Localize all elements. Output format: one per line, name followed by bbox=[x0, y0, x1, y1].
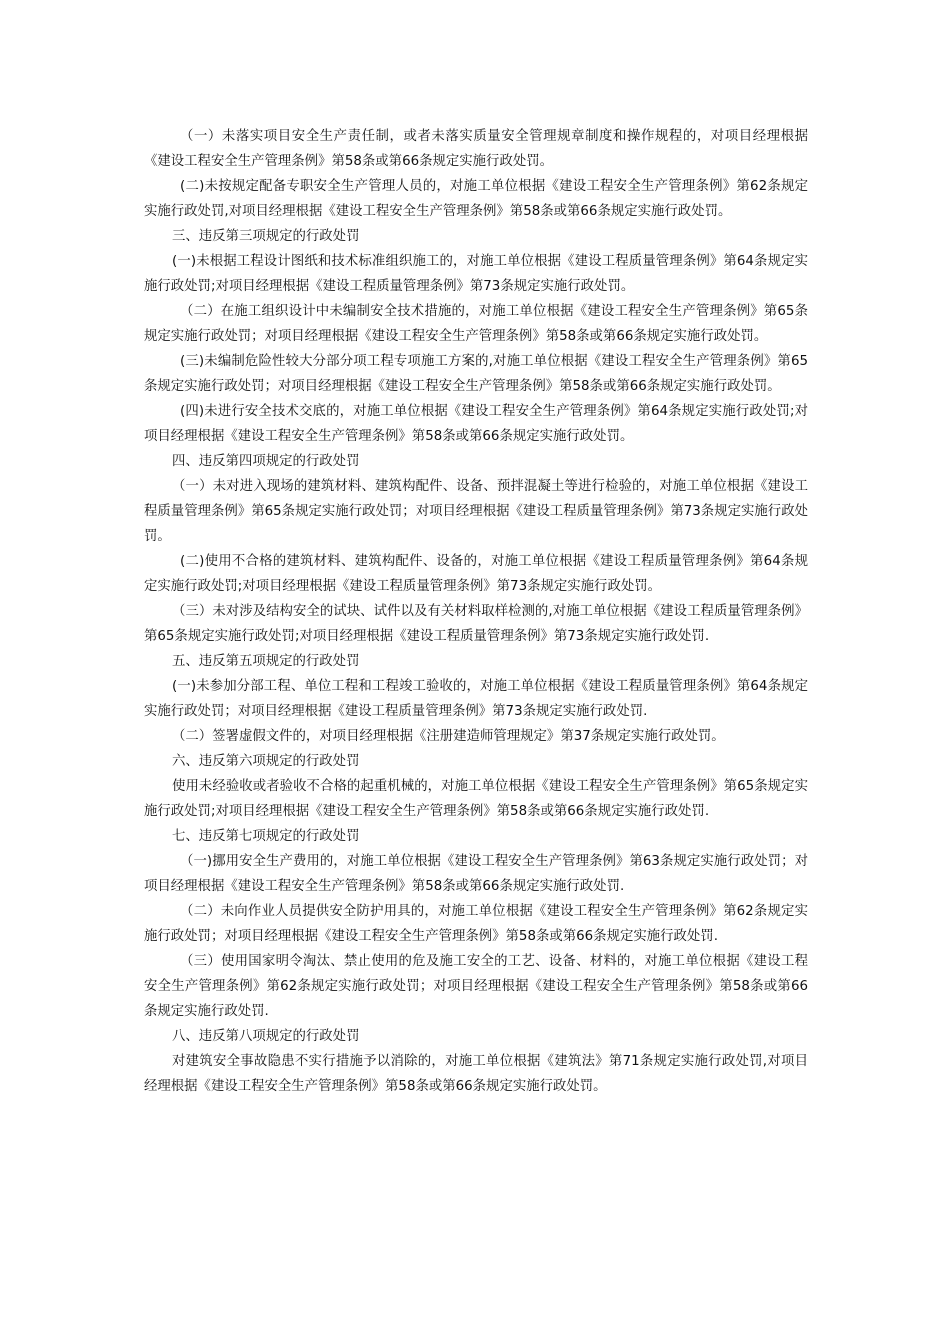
section-heading-5: 五、违反第五项规定的行政处罚 bbox=[172, 654, 360, 669]
paragraph-3-2: （二）在施工组织设计中未编制安全技术措施的，对施工单位根据《建设工程安全生产管理条例》第65条规定实施行政处罚；对项目经理根据《建设工程安全生产管理条例》第58条或第66条规定实施行政处罚。 bbox=[144, 304, 808, 344]
paragraph-4-3: （三）未对涉及结构安全的试块、试件以及有关材料取样检测的,对施工单位根据《建设工程质量管理条例》第65条规定实施行政处罚;对项目经理根据《建设工程质量管理条例》第73条规定实施行政处罚. bbox=[144, 604, 808, 644]
paragraph-7-3: （三）使用国家明令淘汰、禁止使用的危及施工安全的工艺、设备、材料的，对施工单位根据《建设工程安全生产管理条例》第62条规定实施行政处罚；对项目经理根据《建设工程安全生产管理条例》第58条或第66条规定实施行政处罚. bbox=[144, 954, 808, 1019]
section-heading-6: 六、违反第六项规定的行政处罚 bbox=[172, 754, 360, 769]
paragraph-5-1: (一)未参加分部工程、单位工程和工程竣工验收的，对施工单位根据《建设工程质量管理条例》第64条规定实施行政处罚；对项目经理根据《建设工程质量管理条例》第73条规定实施行政处罚. bbox=[144, 679, 808, 719]
paragraph-4-1: （一）未对进入现场的建筑材料、建筑构配件、设备、预拌混凝土等进行检验的，对施工单位根据《建设工程质量管理条例》第65条规定实施行政处罚；对项目经理根据《建设工程质量管理条例》第73条规定实施行政处罚。 bbox=[144, 479, 808, 544]
paragraph-3-4: (四)未进行安全技术交底的，对施工单位根据《建设工程安全生产管理条例》第64条规定实施行政处罚;对项目经理根据《建设工程安全生产管理条例》第58条或第66条规定实施行政处罚。 bbox=[144, 404, 808, 444]
document-body bbox=[144, 124, 808, 1099]
paragraph-3-3: (三)未编制危险性较大分部分项工程专项施工方案的,对施工单位根据《建设工程安全生产管理条例》第65条规定实施行政处罚；对项目经理根据《建设工程安全生产管理条例》第58条或第66条规定实施行政处罚。 bbox=[144, 354, 808, 394]
paragraph-1: （一）未落实项目安全生产责任制，或者未落实质量安全管理规章制度和操作规程的，对项目经理根据《建设工程安全生产管理条例》第58条或第66条规定实施行政处罚。 bbox=[144, 129, 808, 169]
paragraph-8-1: 对建筑安全事故隐患不实行措施予以消除的，对施工单位根据《建筑法》第71条规定实施行政处罚,对项目经理根据《建设工程安全生产管理条例》第58条或第66条规定实施行政处罚。 bbox=[144, 1054, 808, 1094]
section-heading-8: 八、违反第八项规定的行政处罚 bbox=[172, 1029, 360, 1044]
paragraph-3-1: (一)未根据工程设计图纸和技术标准组织施工的，对施工单位根据《建设工程质量管理条例》第64条规定实施行政处罚;对项目经理根据《建设工程质量管理条例》第73条规定实施行政处罚。 bbox=[144, 254, 808, 294]
section-heading-4: 四、违反第四项规定的行政处罚 bbox=[172, 454, 360, 469]
paragraph-7-1: （一)挪用安全生产费用的，对施工单位根据《建设工程安全生产管理条例》第63条规定实施行政处罚；对项目经理根据《建设工程安全生产管理条例》第58条或第66条规定实施行政处罚. bbox=[144, 854, 808, 894]
paragraph-5-2: （二）签署虚假文件的，对项目经理根据《注册建造师管理规定》第37条规定实施行政处罚。 bbox=[172, 729, 725, 744]
section-heading-3: 三、违反第三项规定的行政处罚 bbox=[172, 229, 360, 244]
paragraph-4-2: (二)使用不合格的建筑材料、建筑构配件、设备的，对施工单位根据《建设工程质量管理条例》第64条规定实施行政处罚;对项目经理根据《建设工程质量管理条例》第73条规定实施行政处罚。 bbox=[144, 554, 808, 594]
section-heading-7: 七、违反第七项规定的行政处罚 bbox=[172, 829, 360, 844]
paragraph-7-2: （二）未向作业人员提供安全防护用具的，对施工单位根据《建设工程安全生产管理条例》第62条规定实施行政处罚；对项目经理根据《建设工程安全生产管理条例》第58条或第66条规定实施行政处罚. bbox=[144, 904, 808, 944]
paragraph-2: (二)未按规定配备专职安全生产管理人员的，对施工单位根据《建设工程安全生产管理条例》第62条规定实施行政处罚,对项目经理根据《建设工程安全生产管理条例》第58条或第66条规定实施行政处罚。 bbox=[144, 179, 808, 219]
paragraph-6-1: 使用未经验收或者验收不合格的起重机械的，对施工单位根据《建设工程安全生产管理条例》第65条规定实施行政处罚;对项目经理根据《建设工程安全生产管理条例》第58条或第66条规定实施行政处罚. bbox=[144, 779, 808, 819]
